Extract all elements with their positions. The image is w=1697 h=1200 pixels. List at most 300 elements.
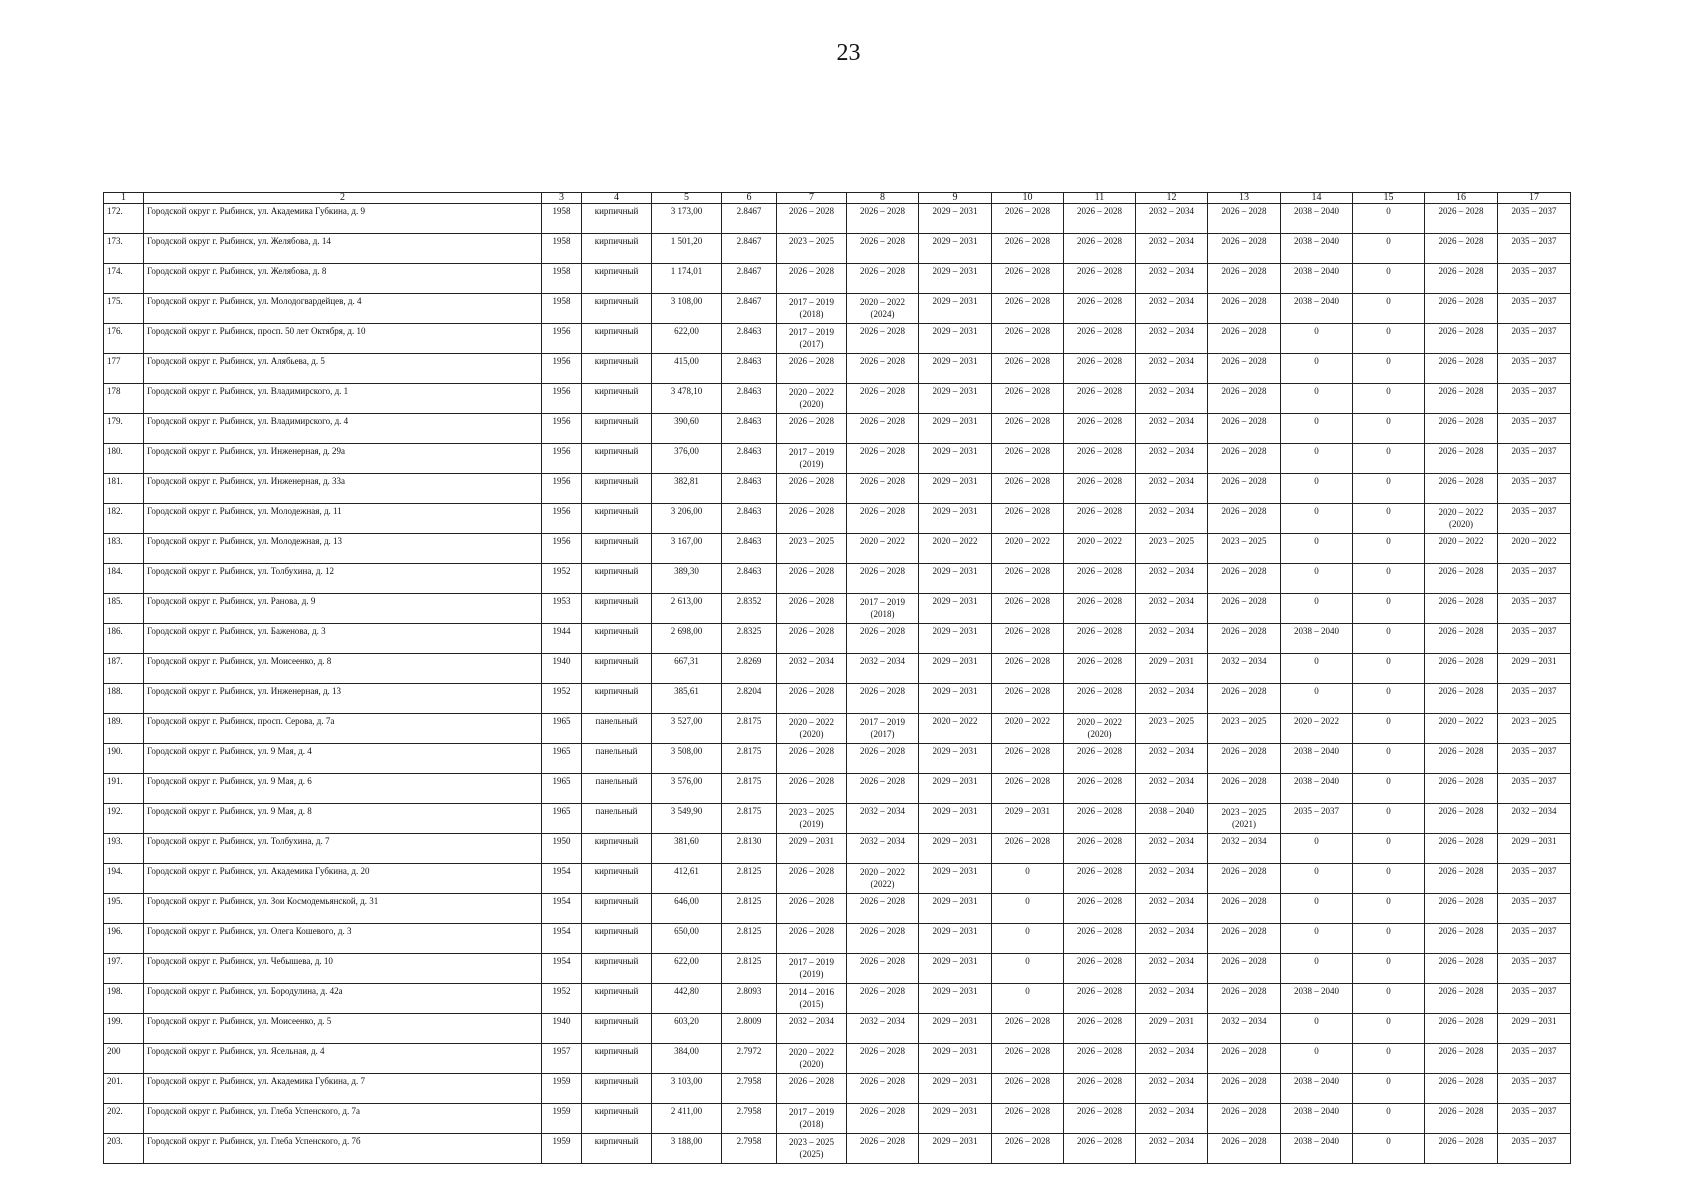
period-cell-10 bbox=[992, 774, 1064, 804]
cell-text: 2026 – 2028 bbox=[1077, 1136, 1122, 1146]
cell-text: 622,00 bbox=[674, 326, 699, 336]
period-cell-7 bbox=[777, 564, 847, 594]
period-cell-13 bbox=[1208, 624, 1281, 654]
cell-text: 2023 – 2025 bbox=[1221, 716, 1267, 726]
table-row bbox=[104, 804, 1571, 834]
period-cell-10 bbox=[992, 864, 1064, 894]
table-body bbox=[104, 204, 1571, 1164]
value-cell-15 bbox=[1353, 384, 1425, 414]
column-header: 15 bbox=[1353, 193, 1425, 204]
cell-text: 0 bbox=[1386, 1076, 1391, 1086]
cell-text: кирпичный bbox=[594, 626, 639, 636]
material-cell bbox=[582, 1134, 652, 1164]
cell-text: 2038 – 2040 bbox=[1294, 746, 1339, 756]
cell-text: 2.8463 bbox=[736, 566, 762, 576]
cell-text: кирпичный bbox=[594, 926, 639, 936]
cell-text: 1958 bbox=[552, 266, 571, 276]
cell-text: 2035 – 2037 bbox=[1511, 506, 1557, 516]
material-cell bbox=[582, 654, 652, 684]
period-cell-10 bbox=[992, 264, 1064, 294]
row-number bbox=[104, 684, 144, 714]
cell-text: 2026 – 2028 bbox=[1221, 896, 1267, 906]
cell-text: Городской округ г. Рыбинск, ул. Моисеенко, д. 5 bbox=[147, 1016, 332, 1026]
cell-text: 0 bbox=[1314, 476, 1319, 486]
table-row bbox=[104, 714, 1571, 744]
cell-text: 2029 – 2031 bbox=[932, 836, 978, 846]
period-cell-16 bbox=[1425, 234, 1498, 264]
table-row bbox=[104, 654, 1571, 684]
cell-text: 2029 – 2031 bbox=[932, 776, 978, 786]
value-cell-15 bbox=[1353, 504, 1425, 534]
period-cell-17 bbox=[1498, 714, 1571, 744]
period-cell-13 bbox=[1208, 444, 1281, 474]
period-cell-16 bbox=[1425, 774, 1498, 804]
period-cell-9 bbox=[919, 774, 992, 804]
period-cell-14 bbox=[1281, 444, 1353, 474]
material-cell bbox=[582, 714, 652, 744]
cell-text: 2029 – 2031 bbox=[1149, 1016, 1194, 1026]
cell-text: 667,31 bbox=[674, 656, 699, 666]
coefficient-cell bbox=[722, 324, 777, 354]
cell-text: 0 bbox=[1386, 1106, 1391, 1116]
address-cell bbox=[144, 204, 542, 234]
period-cell-12 bbox=[1136, 1044, 1208, 1074]
cell-text: 0 bbox=[1386, 1046, 1391, 1056]
material-cell bbox=[582, 684, 652, 714]
year-cell bbox=[542, 984, 582, 1014]
cell-text: 2017 – 2019 bbox=[789, 327, 834, 337]
address-cell bbox=[144, 534, 542, 564]
period-cell-13 bbox=[1208, 684, 1281, 714]
period-cell-14 bbox=[1281, 594, 1353, 624]
cell-text: 0 bbox=[1386, 596, 1391, 606]
cell-text: 2026 – 2028 bbox=[1438, 746, 1484, 756]
address-cell bbox=[144, 474, 542, 504]
cell-text: 2026 – 2028 bbox=[1077, 236, 1122, 246]
period-cell-7 bbox=[777, 1134, 847, 1164]
period-cell-17 bbox=[1498, 1104, 1571, 1134]
cell-text: 2026 – 2028 bbox=[1221, 416, 1267, 426]
column-number-row bbox=[104, 193, 1571, 204]
cell-text: 1965 bbox=[552, 746, 571, 756]
cell-text: Городской округ г. Рыбинск, ул. Ясельная, д. 4 bbox=[147, 1046, 325, 1056]
period-cell-13 bbox=[1208, 864, 1281, 894]
address-cell bbox=[144, 834, 542, 864]
cell-text: Городской округ г. Рыбинск, ул. 9 Мая, д. 4 bbox=[147, 746, 312, 756]
actual-year-note: (2015) bbox=[799, 999, 824, 1009]
actual-year-note: (2020) bbox=[1087, 729, 1112, 739]
cell-text: 0 bbox=[1314, 1016, 1319, 1026]
material-cell bbox=[582, 504, 652, 534]
cell-text: 182. bbox=[107, 506, 123, 516]
period-cell-13 bbox=[1208, 594, 1281, 624]
table-row bbox=[104, 504, 1571, 534]
material-cell bbox=[582, 774, 652, 804]
value-cell-15 bbox=[1353, 204, 1425, 234]
cell-text: Городской округ г. Рыбинск, ул. Олега Кошевого, д. 3 bbox=[147, 926, 352, 936]
period-cell-9 bbox=[919, 1104, 992, 1134]
period-cell-14 bbox=[1281, 234, 1353, 264]
cell-text: 2038 – 2040 bbox=[1294, 206, 1339, 216]
year-cell bbox=[542, 474, 582, 504]
period-cell-16 bbox=[1425, 894, 1498, 924]
period-cell-13 bbox=[1208, 414, 1281, 444]
cell-text: 0 bbox=[1386, 536, 1391, 546]
cell-text: 175. bbox=[107, 296, 123, 306]
cell-text: 2026 – 2028 bbox=[1221, 566, 1267, 576]
cell-text: 2035 – 2037 bbox=[1511, 926, 1557, 936]
cell-text: Городской округ г. Рыбинск, ул. Инженерная, д. 33а bbox=[147, 476, 346, 486]
period-cell-13 bbox=[1208, 1134, 1281, 1164]
address-cell bbox=[144, 804, 542, 834]
value-cell-15 bbox=[1353, 594, 1425, 624]
cell-text: 0 bbox=[1314, 506, 1319, 516]
cell-text: 186. bbox=[107, 626, 123, 636]
cell-text: 3 527,00 bbox=[670, 716, 703, 726]
period-cell-8 bbox=[847, 804, 919, 834]
row-number bbox=[104, 504, 144, 534]
cell-text: 2035 – 2037 bbox=[1511, 986, 1557, 996]
period-cell-16 bbox=[1425, 834, 1498, 864]
row-number bbox=[104, 924, 144, 954]
value-cell-15 bbox=[1353, 444, 1425, 474]
material-cell bbox=[582, 1014, 652, 1044]
cell-text: 1952 bbox=[552, 986, 571, 996]
coefficient-cell bbox=[722, 864, 777, 894]
cell-text: Городской округ г. Рыбинск, ул. Академика Губкина, д. 9 bbox=[147, 206, 366, 216]
period-cell-11 bbox=[1064, 504, 1136, 534]
row-number bbox=[104, 1134, 144, 1164]
row-number bbox=[104, 1044, 144, 1074]
cell-text: 2023 – 2025 bbox=[1149, 536, 1194, 546]
cell-text: 2026 – 2028 bbox=[1438, 866, 1484, 876]
material-cell bbox=[582, 264, 652, 294]
cell-text: 2035 – 2037 bbox=[1511, 266, 1557, 276]
cell-text: 2035 – 2037 bbox=[1511, 1136, 1557, 1146]
cell-text: 2.8130 bbox=[736, 836, 762, 846]
period-cell-10 bbox=[992, 534, 1064, 564]
period-cell-8 bbox=[847, 654, 919, 684]
period-cell-8 bbox=[847, 984, 919, 1014]
column-header: 16 bbox=[1425, 193, 1498, 204]
cell-text: 2032 – 2034 bbox=[860, 806, 905, 816]
cell-text: 2026 – 2028 bbox=[1005, 506, 1050, 516]
cell-text: 2035 – 2037 bbox=[1511, 956, 1557, 966]
period-cell-17 bbox=[1498, 924, 1571, 954]
cell-text: 2032 – 2034 bbox=[1149, 776, 1194, 786]
year-cell bbox=[542, 534, 582, 564]
address-cell bbox=[144, 744, 542, 774]
cell-text: 2023 – 2025 bbox=[1221, 807, 1267, 817]
cell-text: 2038 – 2040 bbox=[1294, 296, 1339, 306]
period-cell-10 bbox=[992, 954, 1064, 984]
cell-text: 2026 – 2028 bbox=[1221, 866, 1267, 876]
cell-text: 0 bbox=[1314, 566, 1319, 576]
cell-text: 2029 – 2031 bbox=[932, 416, 978, 426]
period-cell-8 bbox=[847, 624, 919, 654]
page-number: 23 bbox=[836, 40, 861, 66]
material-cell bbox=[582, 564, 652, 594]
cell-text: 2020 – 2022 bbox=[1438, 536, 1484, 546]
cell-text: 2 698,00 bbox=[670, 626, 703, 636]
cell-text: 390,60 bbox=[674, 416, 699, 426]
cell-text: 1956 bbox=[552, 386, 571, 396]
material-cell bbox=[582, 624, 652, 654]
cell-text: 2023 – 2025 bbox=[789, 1137, 834, 1147]
table-row bbox=[104, 894, 1571, 924]
cell-text: 1953 bbox=[552, 596, 571, 606]
cell-text: 2026 – 2028 bbox=[1077, 776, 1122, 786]
cell-text: кирпичный bbox=[594, 596, 639, 606]
period-cell-11 bbox=[1064, 234, 1136, 264]
cell-text: 2032 – 2034 bbox=[1149, 896, 1194, 906]
period-cell-9 bbox=[919, 984, 992, 1014]
period-cell-17 bbox=[1498, 864, 1571, 894]
table-row bbox=[104, 264, 1571, 294]
row-number bbox=[104, 354, 144, 384]
cell-text: 2026 – 2028 bbox=[1005, 1136, 1050, 1146]
cell-text: 2020 – 2022 bbox=[1077, 717, 1122, 727]
address-cell bbox=[144, 354, 542, 384]
cell-text: кирпичный bbox=[594, 1106, 639, 1116]
cell-text: 1954 bbox=[552, 956, 571, 966]
material-cell bbox=[582, 1074, 652, 1104]
address-cell bbox=[144, 1044, 542, 1074]
value-cell-15 bbox=[1353, 834, 1425, 864]
cell-text: 1 501,20 bbox=[670, 236, 703, 246]
period-cell-13 bbox=[1208, 744, 1281, 774]
row-number bbox=[104, 594, 144, 624]
cell-text: 199. bbox=[107, 1016, 123, 1026]
cell-text: 1956 bbox=[552, 416, 571, 426]
cell-text: 2026 – 2028 bbox=[1077, 296, 1122, 306]
cell-text: 2.8467 bbox=[736, 296, 762, 306]
actual-year-note: (2017) bbox=[870, 729, 895, 739]
period-cell-7 bbox=[777, 624, 847, 654]
row-number bbox=[104, 984, 144, 1014]
period-cell-12 bbox=[1136, 264, 1208, 294]
cell-text: кирпичный bbox=[594, 296, 639, 306]
cell-text: 2026 – 2028 bbox=[1221, 356, 1267, 366]
year-cell bbox=[542, 234, 582, 264]
table-row bbox=[104, 1044, 1571, 1074]
cell-text: 0 bbox=[1386, 746, 1391, 756]
cell-text: 646,00 bbox=[674, 896, 699, 906]
column-header: 8 bbox=[847, 193, 919, 204]
actual-year-note: (2020) bbox=[799, 1059, 824, 1069]
period-cell-16 bbox=[1425, 684, 1498, 714]
cell-text: 2017 – 2019 bbox=[789, 297, 834, 307]
period-cell-17 bbox=[1498, 1044, 1571, 1074]
period-cell-17 bbox=[1498, 264, 1571, 294]
cell-text: 2029 – 2031 bbox=[932, 236, 978, 246]
cell-text: 381,60 bbox=[674, 836, 699, 846]
cell-text: 2026 – 2028 bbox=[1077, 746, 1122, 756]
cell-text: 2026 – 2028 bbox=[1438, 836, 1484, 846]
cell-text: 2029 – 2031 bbox=[1511, 656, 1557, 666]
cell-text: 2026 – 2028 bbox=[860, 986, 905, 996]
period-cell-9 bbox=[919, 1014, 992, 1044]
cell-text: 2020 – 2022 bbox=[932, 716, 978, 726]
cell-text: 1954 bbox=[552, 926, 571, 936]
cell-text: Городской округ г. Рыбинск, ул. Толбухина, д. 7 bbox=[147, 836, 330, 846]
cell-text: 2026 – 2028 bbox=[1221, 326, 1267, 336]
cell-text: 2026 – 2028 bbox=[1005, 746, 1050, 756]
year-cell bbox=[542, 654, 582, 684]
cell-text: 2026 – 2028 bbox=[860, 1076, 905, 1086]
cell-text: 2029 – 2031 bbox=[932, 386, 978, 396]
period-cell-16 bbox=[1425, 714, 1498, 744]
cell-text: кирпичный bbox=[594, 896, 639, 906]
period-cell-8 bbox=[847, 264, 919, 294]
period-cell-8 bbox=[847, 1134, 919, 1164]
period-cell-17 bbox=[1498, 684, 1571, 714]
cell-text: 2026 – 2028 bbox=[1221, 926, 1267, 936]
value-cell-15 bbox=[1353, 234, 1425, 264]
cell-text: Городской округ г. Рыбинск, просп. 50 лет Октября, д. 10 bbox=[147, 326, 366, 336]
coefficient-cell bbox=[722, 714, 777, 744]
coefficient-cell bbox=[722, 294, 777, 324]
actual-year-note: (2020) bbox=[1449, 519, 1473, 529]
address-cell bbox=[144, 984, 542, 1014]
period-cell-8 bbox=[847, 1044, 919, 1074]
cell-text: 2032 – 2034 bbox=[1149, 836, 1194, 846]
cell-text: 2026 – 2028 bbox=[1438, 446, 1484, 456]
cell-text: 185. bbox=[107, 596, 123, 606]
period-cell-14 bbox=[1281, 654, 1353, 684]
table-row bbox=[104, 954, 1571, 984]
table-row bbox=[104, 414, 1571, 444]
cell-text: 2026 – 2028 bbox=[1438, 806, 1484, 816]
cell-text: Городской округ г. Рыбинск, ул. Молодежная, д. 11 bbox=[147, 506, 342, 516]
period-cell-13 bbox=[1208, 504, 1281, 534]
cell-text: 2.8175 bbox=[736, 716, 762, 726]
table-row bbox=[104, 834, 1571, 864]
cell-text: 2032 – 2034 bbox=[1149, 386, 1194, 396]
cell-text: кирпичный bbox=[594, 356, 639, 366]
year-cell bbox=[542, 294, 582, 324]
cell-text: 1954 bbox=[552, 896, 571, 906]
period-cell-10 bbox=[992, 834, 1064, 864]
cell-text: 198. bbox=[107, 986, 123, 996]
cell-text: 3 206,00 bbox=[670, 506, 703, 516]
cell-text: 2026 – 2028 bbox=[1438, 1016, 1484, 1026]
period-cell-11 bbox=[1064, 1074, 1136, 1104]
cell-text: 2026 – 2028 bbox=[1221, 1136, 1267, 1146]
cell-text: 2020 – 2022 bbox=[860, 867, 905, 877]
cell-text: 2029 – 2031 bbox=[932, 476, 978, 486]
cell-text: 2026 – 2028 bbox=[1077, 956, 1122, 966]
period-cell-13 bbox=[1208, 1014, 1281, 1044]
period-cell-9 bbox=[919, 414, 992, 444]
cell-text: 1952 bbox=[552, 686, 571, 696]
cell-text: 2026 – 2028 bbox=[860, 266, 905, 276]
cell-text: 2026 – 2028 bbox=[1438, 236, 1484, 246]
cell-text: 2032 – 2034 bbox=[1149, 506, 1194, 516]
cell-text: 0 bbox=[1386, 386, 1391, 396]
cell-text: 2029 – 2031 bbox=[932, 446, 978, 456]
period-cell-14 bbox=[1281, 1104, 1353, 1134]
period-cell-7 bbox=[777, 414, 847, 444]
cell-text: 2.8463 bbox=[736, 386, 762, 396]
value-cell-15 bbox=[1353, 714, 1425, 744]
cell-text: 2020 – 2022 bbox=[860, 536, 905, 546]
cell-text: 2029 – 2031 bbox=[932, 686, 978, 696]
cell-text: 2026 – 2028 bbox=[1077, 566, 1122, 576]
period-cell-13 bbox=[1208, 354, 1281, 384]
cell-text: 180. bbox=[107, 446, 123, 456]
table-row bbox=[104, 234, 1571, 264]
cell-text: 2032 – 2034 bbox=[1149, 266, 1194, 276]
year-cell bbox=[542, 1104, 582, 1134]
cell-text: 2032 – 2034 bbox=[1149, 206, 1194, 216]
cell-text: 2020 – 2022 bbox=[860, 297, 905, 307]
cell-text: 2029 – 2031 bbox=[932, 1136, 978, 1146]
cell-text: 2020 – 2022 bbox=[1438, 507, 1484, 517]
area-cell bbox=[652, 774, 722, 804]
cell-text: 2026 – 2028 bbox=[1221, 1046, 1267, 1056]
period-cell-17 bbox=[1498, 624, 1571, 654]
period-cell-9 bbox=[919, 324, 992, 354]
cell-text: 2032 – 2034 bbox=[1149, 956, 1194, 966]
cell-text: 2.8269 bbox=[736, 656, 762, 666]
year-cell bbox=[542, 1074, 582, 1104]
cell-text: 2029 – 2031 bbox=[932, 206, 978, 216]
cell-text: кирпичный bbox=[594, 206, 639, 216]
cell-text: 2026 – 2028 bbox=[1221, 1076, 1267, 1086]
value-cell-15 bbox=[1353, 564, 1425, 594]
cell-text: 2026 – 2028 bbox=[1077, 356, 1122, 366]
cell-text: 2026 – 2028 bbox=[1221, 236, 1267, 246]
cell-text: 189. bbox=[107, 716, 123, 726]
cell-text: 2035 – 2037 bbox=[1511, 596, 1557, 606]
period-cell-10 bbox=[992, 804, 1064, 834]
coefficient-cell bbox=[722, 744, 777, 774]
value-cell-15 bbox=[1353, 1044, 1425, 1074]
period-cell-7 bbox=[777, 714, 847, 744]
period-cell-11 bbox=[1064, 864, 1136, 894]
coefficient-cell bbox=[722, 234, 777, 264]
period-cell-10 bbox=[992, 204, 1064, 234]
period-cell-7 bbox=[777, 384, 847, 414]
period-cell-13 bbox=[1208, 324, 1281, 354]
period-cell-12 bbox=[1136, 774, 1208, 804]
cell-text: 2026 – 2028 bbox=[1005, 656, 1050, 666]
row-number bbox=[104, 444, 144, 474]
cell-text: 622,00 bbox=[674, 956, 699, 966]
cell-text: 2.7958 bbox=[736, 1106, 762, 1116]
cell-text: 2035 – 2037 bbox=[1511, 326, 1557, 336]
coefficient-cell bbox=[722, 414, 777, 444]
period-cell-13 bbox=[1208, 984, 1281, 1014]
year-cell bbox=[542, 774, 582, 804]
cell-text: кирпичный bbox=[594, 866, 639, 876]
area-cell bbox=[652, 744, 722, 774]
period-cell-8 bbox=[847, 414, 919, 444]
row-number bbox=[104, 564, 144, 594]
table-row bbox=[104, 984, 1571, 1014]
cell-text: 2026 – 2028 bbox=[1438, 626, 1484, 636]
period-cell-14 bbox=[1281, 204, 1353, 234]
period-cell-12 bbox=[1136, 504, 1208, 534]
area-cell bbox=[652, 564, 722, 594]
cell-text: 2023 – 2025 bbox=[1221, 536, 1267, 546]
cell-text: 203. bbox=[107, 1136, 123, 1146]
cell-text: 2026 – 2028 bbox=[1221, 746, 1267, 756]
cell-text: 2035 – 2037 bbox=[1511, 866, 1557, 876]
period-cell-16 bbox=[1425, 354, 1498, 384]
actual-year-note: (2019) bbox=[799, 459, 824, 469]
